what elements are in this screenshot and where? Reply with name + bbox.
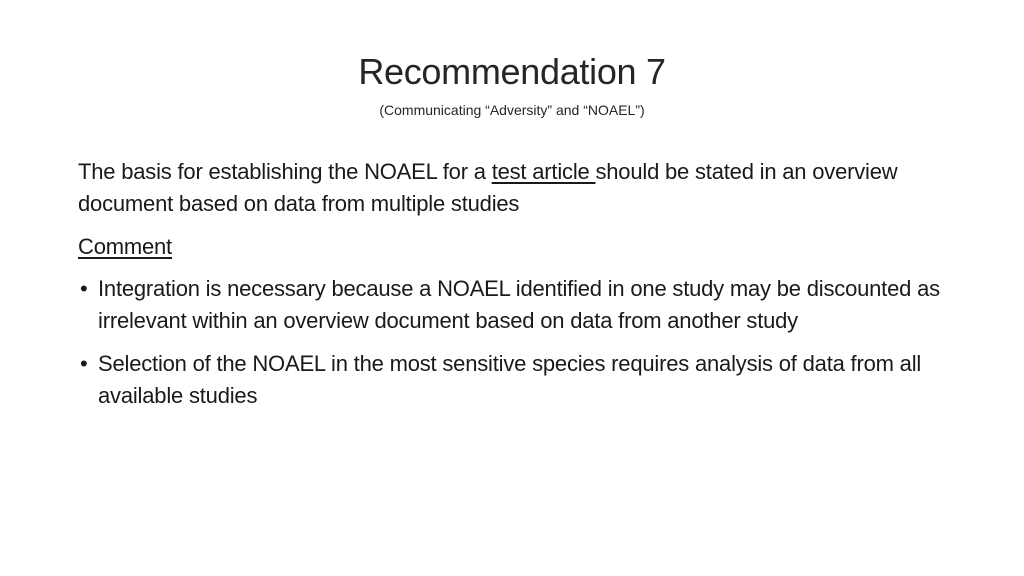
- intro-paragraph: [78, 156, 958, 220]
- intro-text-after: should be stated in an overview document based on data from multiple studies: [78, 159, 898, 216]
- slide-body: [78, 156, 958, 423]
- intro-underlined-term: test article: [491, 159, 596, 184]
- bullet-text: Selection of the NOAEL in the most sensitive species requires analysis of data from all available studies: [98, 351, 922, 408]
- intro-text-before: The basis for establishing the NOAEL for a: [78, 159, 492, 184]
- list-item: [78, 348, 958, 412]
- slide-title: Recommendation 7: [358, 51, 666, 92]
- slide-subtitle: (Communicating “Adversity” and “NOAEL”): [379, 102, 645, 118]
- comment-bullet-list: [78, 273, 958, 412]
- bullet-dot-icon: •: [80, 351, 88, 376]
- list-item: [78, 273, 958, 337]
- comment-heading: Comment: [78, 234, 172, 259]
- bullet-text: Integration is necessary because a NOAEL identified in one study may be discounted as irrelevant within an overview document based on data from another study: [98, 276, 940, 333]
- bullet-dot-icon: •: [80, 276, 88, 301]
